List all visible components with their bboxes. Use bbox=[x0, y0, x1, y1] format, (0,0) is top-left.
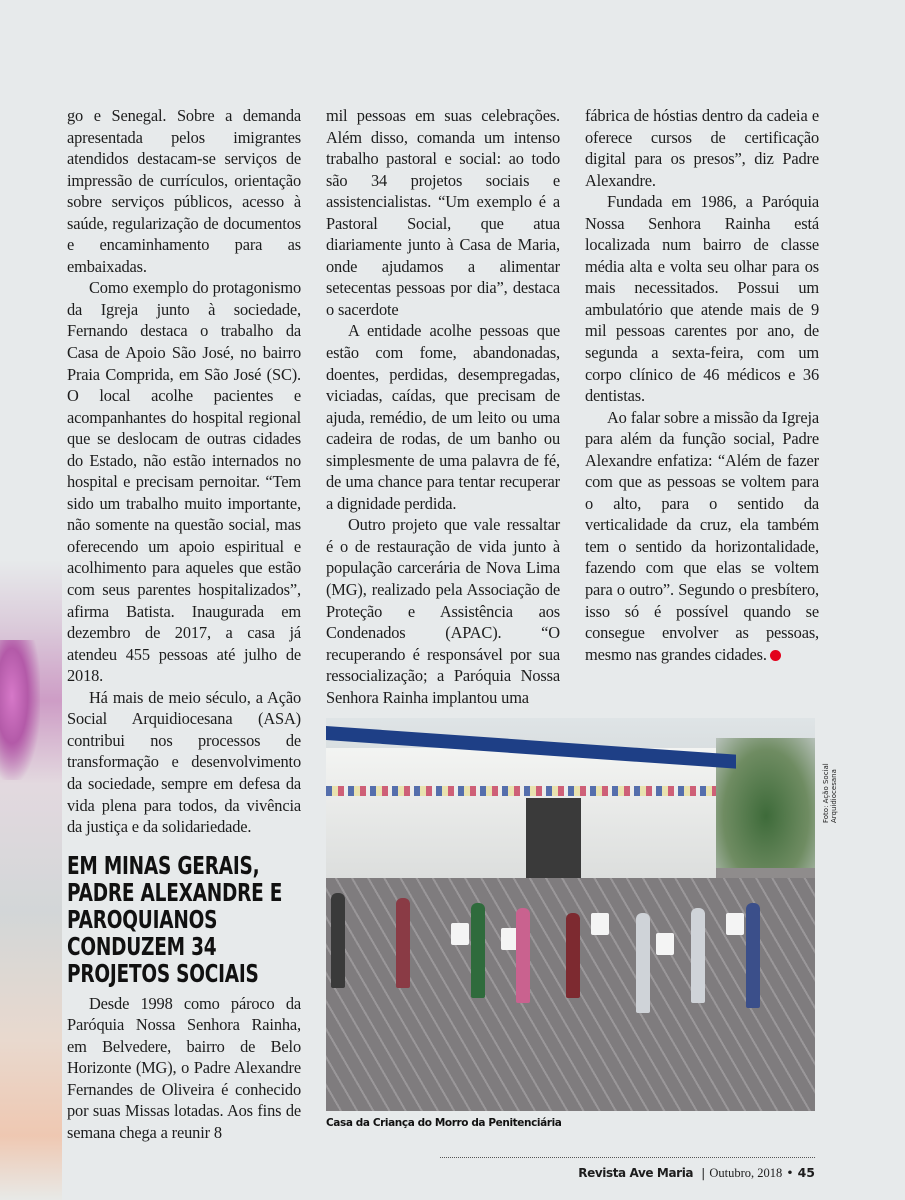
page-number: 45 bbox=[797, 1165, 815, 1180]
photo-credit: Foto: Ação Social Arquidiocesana bbox=[822, 763, 838, 823]
article-column-3 bbox=[585, 105, 819, 665]
photo-person bbox=[396, 898, 410, 988]
photo-person bbox=[636, 913, 650, 1013]
photo-person bbox=[471, 903, 485, 998]
paragraph: Fundada em 1986, a Paróquia Nossa Senhora Rainha está localizada num bairro de classe média alta e volta seu olhar para os mais necessitados. Possui um ambulatório que atende mais de 9 mil pessoas carentes por ano, de segunda a sexta-feira, com um corpo clínico de 46 médicos e 36 dentistas. bbox=[585, 192, 819, 406]
paragraph: A entidade acolhe pessoas que estão com fome, abandonadas, doentes, perdidas, desempregadas, viciadas, caídas, que precisam de ajuda, remédio, de um leito ou uma cadeira de rodas, de um banho ou simplesmente de uma palavra de fé, de uma chance para tentar recuperar a dignidade perdida. bbox=[326, 321, 560, 513]
article-photo bbox=[326, 718, 815, 1111]
end-of-article-dot-icon bbox=[770, 650, 781, 661]
decorative-figure bbox=[0, 640, 40, 780]
issue-date: Outubro, 2018 bbox=[709, 1166, 783, 1180]
photo-door bbox=[526, 798, 581, 883]
paragraph: Há mais de meio século, a Ação Social Arquidiocesana (ASA) contribui nos processos de transformação e desenvolvimento da sociedade, sempre em defesa da vida plena para todos, da vivência da justiça e da solidariedade. bbox=[67, 687, 301, 837]
paragraph: Desde 1998 como pároco da Paróquia Nossa Senhora Rainha, em Belvedere, bairro de Belo Horizonte (MG), o Padre Alexandre Fernandes de Oliveira é conhecido por suas Missas lotadas. Aos fins de semana chega a reunir 8 bbox=[67, 993, 301, 1142]
photo-person bbox=[516, 908, 530, 1003]
photo-chair bbox=[591, 913, 609, 935]
paragraph: Como exemplo do protagonismo da Igreja junto à sociedade, Fernando destaca o trabalho da Casa de Apoio São José, no bairro Praia Comprida, em São José (SC). O local acolhe pacientes e acompanhantes do hospital regional que se deslocam de outras cidades do Estado, não estão internados no hospital e precisam pernoitar. “Tem sido um trabalho muito importante, não somente na questão social, mas oferecendo um apoio espiritual e acolhimento para aqueles que estão com seus parentes hospitalizados”, afirma Batista. Inaugurada em dezembro de 2017, a casa já atendeu 455 pessoas até julho de 2018. bbox=[67, 278, 301, 686]
paragraph: fábrica de hóstias dentro da cadeia e oferece cursos de certificação digital para os presos”, diz Padre Alexandre. bbox=[585, 106, 819, 190]
photo-person bbox=[331, 893, 345, 988]
magazine-name: Revista Ave Maria bbox=[578, 1166, 694, 1180]
footer-separator: | bbox=[701, 1165, 706, 1180]
article-column-1 bbox=[67, 105, 301, 1143]
footer-divider bbox=[440, 1157, 815, 1158]
section-heading-wrap bbox=[67, 852, 301, 987]
photo-chair bbox=[726, 913, 744, 935]
photo-chair bbox=[656, 933, 674, 955]
article-column-2 bbox=[326, 105, 560, 708]
photo-bunting bbox=[326, 786, 716, 796]
page-footer bbox=[578, 1165, 815, 1181]
photo-person bbox=[566, 913, 580, 998]
photo-building bbox=[326, 748, 716, 878]
paragraph: go e Senegal. Sobre a demanda apresentada pelos imigrantes atendidos destacam-se serviços de impressão de currículos, orientação sobre serviços públicos, acesso à saúde, regularização de documentos e encaminhamento para as embaixadas. bbox=[67, 106, 301, 276]
photo-person bbox=[691, 908, 705, 1003]
paragraph-text: Ao falar sobre a missão da Igreja para além da função social, Padre Alexandre enfatiza: “Além de fazer com que as pessoas se voltem para o alto, para o sentido da verticalidade da cruz, ela também tem o sentido da horizontalidade, fazendo com que elas se voltem para o outro”. Segundo o presbítero, isso só é possível quando se consegue envolver as pessoas, mesmo nas grandes cidades. bbox=[585, 407, 819, 664]
paragraph: Outro projeto que vale ressaltar é o de restauração de vida junto à população carcerária de Nova Lima (MG), realizado pela Associação de Proteção e Assistência aos Condenados (APAC). “O recuperando é responsável por sua ressocialização; a Paróquia Nossa Senhora Rainha implantou uma bbox=[326, 515, 560, 707]
section-heading: EM MINAS GERAIS, PADRE ALEXANDRE E PAROQUIANOS CONDUZEM 34 PROJETOS SOCIAIS bbox=[67, 850, 283, 988]
paragraph: mil pessoas em suas celebrações. Além disso, comanda um intenso trabalho pastoral e social: ao todo são 34 projetos sociais e assistencialistas. “Um exemplo é a Pastoral Social, que atua diariamente junto à Casa de Maria, onde ajudamos a alimentar setecentas pessoas por dia”, destaca o sacerdote bbox=[326, 106, 560, 319]
photo-caption: Casa da Criança do Morro da Penitenciária bbox=[326, 1117, 562, 1129]
photo-person bbox=[746, 903, 760, 1008]
bullet-icon: • bbox=[786, 1165, 794, 1180]
paragraph bbox=[585, 407, 819, 666]
photo-chair bbox=[451, 923, 469, 945]
